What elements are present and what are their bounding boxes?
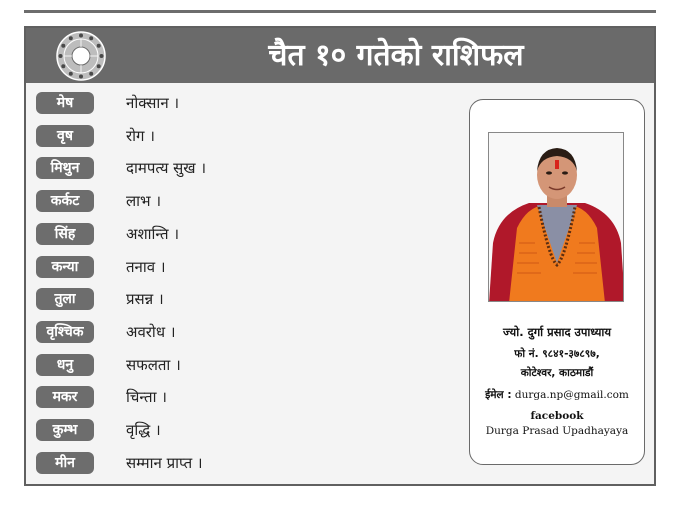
astrologer-email-line (470, 388, 644, 402)
header-bar (26, 28, 654, 83)
astrologer-address: कोटेश्वर, काठमाडौं (520, 367, 594, 379)
astrologer-name: ज्यो. दुर्गा प्रसाद उपाध्याय (502, 325, 612, 339)
horoscope-panel (24, 26, 656, 486)
sign-name-badge: मीन (36, 452, 94, 474)
sign-prediction: लाभ । (126, 192, 162, 211)
sign-prediction: तनाव । (126, 257, 166, 276)
astrologer-photo (488, 132, 624, 302)
sign-row (36, 354, 466, 376)
facebook-name[interactable]: Durga Prasad Upadhayaya (485, 425, 629, 437)
facebook-label: facebook (530, 410, 584, 422)
sign-name-badge: कुम्भ (36, 419, 94, 441)
top-rule (24, 10, 656, 13)
sign-prediction: रोग । (126, 126, 155, 145)
sign-prediction: चिन्ता । (126, 388, 167, 407)
sign-row (36, 190, 466, 212)
zodiac-wheel-icon (56, 31, 106, 81)
sign-row (36, 288, 466, 310)
sign-name-badge: कन्या (36, 256, 94, 278)
sign-name-badge: मिथुन (36, 157, 94, 179)
sign-row (36, 452, 466, 474)
sign-name-badge: तुला (36, 288, 94, 310)
sign-prediction: सफलता । (126, 355, 181, 374)
astrologer-card (469, 99, 645, 465)
sign-row (36, 256, 466, 278)
sign-name-badge: कर्कट (36, 190, 94, 212)
sign-row (36, 321, 466, 343)
email-label: ईमेल : (485, 389, 512, 401)
sign-prediction: सम्मान प्राप्त । (126, 453, 203, 472)
sign-prediction: दामपत्य सुख । (126, 159, 207, 178)
sign-prediction: अशान्ति । (126, 224, 180, 243)
sign-prediction: वृद्धि । (126, 421, 161, 439)
sign-row (36, 125, 466, 147)
astrologer-phone: फो नं. ९८४१-३७८९७, (514, 348, 600, 360)
sign-name-badge: धनु (36, 354, 94, 376)
page-title: चैत १० गतेको राशिफल (268, 38, 524, 73)
sign-name-badge: वृष (36, 125, 94, 147)
sign-prediction: नोक्सान । (126, 94, 180, 112)
sign-name-badge: मकर (36, 386, 94, 408)
sign-row (36, 419, 466, 441)
sign-row (36, 386, 466, 408)
sign-row (36, 157, 466, 179)
sign-row (36, 223, 466, 245)
sign-name-badge: सिंह (36, 223, 94, 245)
sign-prediction: प्रसन्न । (126, 290, 164, 309)
sign-prediction: अवरोध । (126, 322, 176, 341)
sign-name-badge: वृश्चिक (36, 321, 94, 343)
sign-name-badge: मेष (36, 92, 94, 114)
sign-row (36, 92, 466, 114)
email-address[interactable]: durga.np@gmail.com (514, 389, 629, 401)
